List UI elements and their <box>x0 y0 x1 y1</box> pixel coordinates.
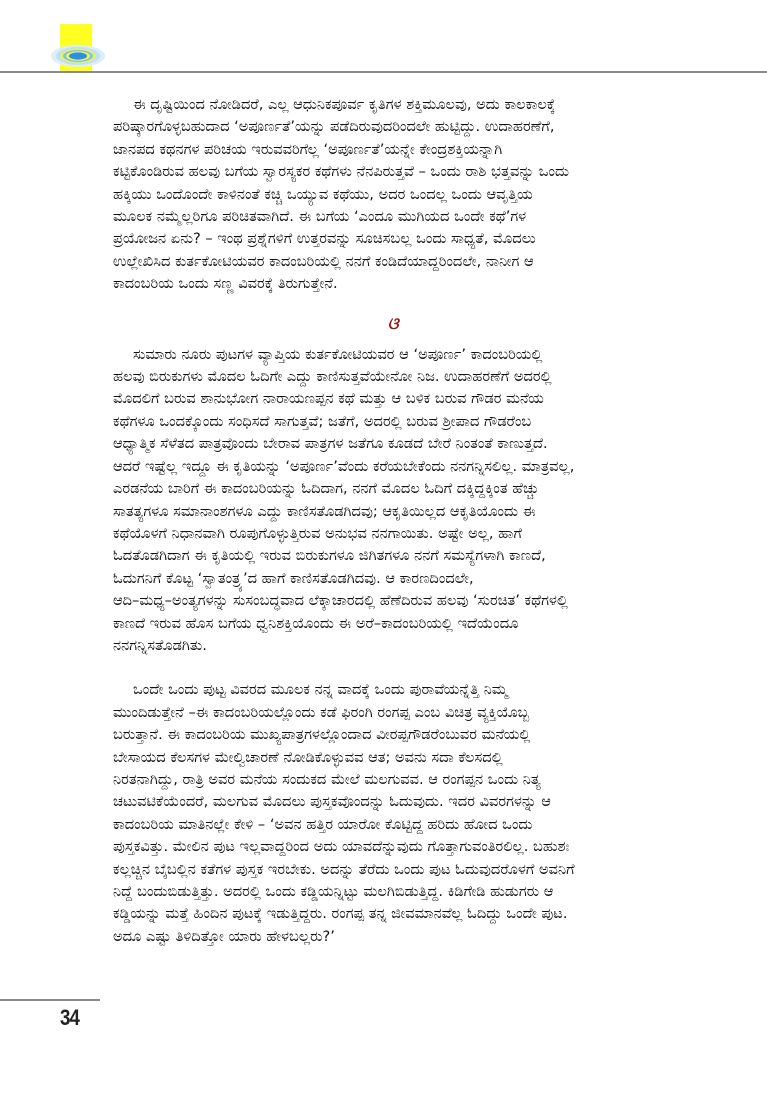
text-line: ಪುಸ್ತಕವಿತ್ತು. ಮೇಲಿನ ಪುಟ ಇಲ್ಲವಾದ್ದರಿಂದ ಅದು ಯಾವದೆನ್ನುವುದು ಗೊತ್ತಾಗುವಂತಿರಲಿಲ್ಲ. ಬಹುಶಃ <box>113 838 570 856</box>
text-line: ಹಕ್ಕಿಯು ಒಂದೊಂದೇ ಕಾಳಿನಂತೆ ಕಚ್ಚಿ ಒಯ್ಯುವ ಕಥೆಯು, ಅದರ ಒಂದಲ್ಲ ಒಂದು ಆವೃತ್ತಿಯ <box>113 185 533 203</box>
text-line: ಮೂಲಕ ನಮ್ಮೆಲ್ಲರಿಗೂ ಪರಿಚಿತವಾಗಿದೆ. ಈ ಬಗೆಯ ‘ಎಂದೂ ಮುಗಿಯದ ಒಂದೇ ಕಥೆ’ಗಳ <box>113 208 527 226</box>
text-line: ಕಡ್ಡಿಯನ್ನು ಮತ್ತೆ ಹಿಂದಿನ ಪುಟಕ್ಕೆ ಇಡುತ್ತಿದ್ದರು. ರಂಗಪ್ಪ ತನ್ನ ಜೀವಮಾನವೆಲ್ಲ ಓದಿದ್ದು ಒಂದೇ ಪುಟ. <box>113 905 568 923</box>
text-line: ನಿದ್ದೆ ಬಂದುಬಿಡುತ್ತಿತ್ತು. ಅದರಲ್ಲಿ ಒಂದು ಕಡ್ಡಿಯನ್ನಿಟ್ಟು ಮಲಗಿಬಿಡುತ್ತಿದ್ದ. ಕಿಡಿಗೇಡಿ ಹುಡುಗರು ಆ <box>113 883 554 900</box>
header-rule <box>0 71 767 73</box>
text-line: ಓದುಗನಿಗೆ ಕೊಟ್ಟ ‘ಸ್ವಾತಂತ್ರ್ಯ’ದ ಹಾಗೆ ಕಾಣಿಸತೊಡಗಿದವು. ಆ ಕಾರಣದಿಂದಲೇ, <box>113 569 474 587</box>
text-line: ಕಥೆಯೊಳಗೆ ನಿಧಾನವಾಗಿ ರೂಪುಗೊಳ್ಳುತ್ತಿರುವ ಅನುಭವ ನನಗಾಯಿತು. ಅಷ್ಟೇ ಅಲ್ಲ, ಹಾಗೆ <box>113 524 522 542</box>
text-line: ಆದರೆ ಇಷ್ಟೆಲ್ಲ ಇದ್ದೂ ಈ ಕೃತಿಯನ್ನು ‘ಅಪೂರ್ಣ’ವೆಂದು ಕರೆಯಬೇಕೆಂದು ನನಗನ್ನಿಸಲಿಲ್ಲ. ಮಾತ್ರವಲ್ಲ, <box>113 457 575 475</box>
ripple-icon <box>50 44 106 68</box>
footer-rule <box>0 999 100 1001</box>
text-line: ಸುಮಾರು ನೂರು ಪುಟಗಳ ವ್ಯಾಪ್ತಿಯ ಕುರ್ತಕೋಟಿಯವರ ಆ ‘ಅಪೂರ್ಣ’ ಕಾದಂಬರಿಯಲ್ಲಿ <box>133 345 543 363</box>
text-line: ಬೇಸಾಯದ ಕೆಲಸಗಳ ಮೇಲ್ವಿಚಾರಣೆ ನೋಡಿಕೊಳ್ಳುವವ ಆತ; ಅವನು ಸದಾ ಕೆಲಸದಲ್ಲಿ <box>113 748 503 766</box>
text-line: ಆಧ್ಯಾತ್ಮಿಕ ಸೆಳೆತದ ಪಾತ್ರವೊಂದು ಬೇರಾವ ಪಾತ್ರಗಳ ಜತೆಗೂ ಕೂಡದೆ ಬೇರೆ ನಿಂತಂತೆ ಕಾಣುತ್ತದೆ. <box>113 435 548 453</box>
text-line: ಆದಿ–ಮಧ್ಯ–ಅಂತ್ಯಗಳನ್ನು ಸುಸಂಬದ್ಧವಾದ ಲೆಕ್ಕಾಚಾರದಲ್ಲಿ ಹೆಣೆದಿರುವ ಹಲವು ‘ಸುರಚಿತ’ ಕಥೆಗಳಲ್ಲಿ <box>113 592 568 610</box>
section-separator-ornament: ଓ <box>387 313 399 333</box>
magazine-logo <box>50 24 130 72</box>
paragraph <box>113 344 673 658</box>
text-line: ಉಲ್ಲೇಖಿಸಿದ ಕುರ್ತಕೋಟಿಯವರ ಕಾದಂಬರಿಯಲ್ಲಿ ನನಗೆ ಕಂಡಿದೆಯಾದ್ದರಿಂದಲೇ, ನಾನೀಗ ಆ <box>113 252 534 270</box>
text-line: ಎರಡನೆಯ ಬಾರಿಗೆ ಈ ಕಾದಂಬರಿಯನ್ನು ಓದಿದಾಗ, ನನಗೆ ಮೊದಲ ಓದಿಗೆ ದಕ್ಕಿದ್ದಕ್ಕಿಂತ ಹೆಚ್ಚು <box>113 480 540 498</box>
text-line: ಕಟ್ಟಿಕೊಂಡಿರುವ ಹಲವು ಬಗೆಯ ಸ್ವಾರಸ್ಯಕರ ಕಥೆಗಳು ನೆನಪಿರುತ್ತವೆ – ಒಂದು ರಾಶಿ ಭತ್ತವನ್ನು ಒಂದು <box>113 163 570 181</box>
paragraph-gap <box>113 657 673 679</box>
text-line: ಕಾದಂಬರಿಯ ಒಂದು ಸಣ್ಣ ವಿವರಕ್ಕೆ ತಿರುಗುತ್ತೇನೆ. <box>113 275 338 293</box>
text-line: ಕಥೆಗಳೂ ಒಂದಕ್ಕೊಂದು ಸಂಧಿಸದೆ ಸಾಗುತ್ತವೆ; ಜತೆಗೆ, ಅದರಲ್ಲಿ ಬರುವ ಶ್ರೀಪಾದ ಗೌಡರೆಂಬ <box>113 412 532 430</box>
text-line: ನಿರತನಾಗಿದ್ದು, ರಾತ್ರಿ ಅವರ ಮನೆಯ ಸಂದುಕದ ಮೇಲೆ ಮಲಗುವವ. ಆ ರಂಗಪ್ಪನ ಒಂದು ನಿತ್ಯ <box>113 770 541 788</box>
text-line: ಕಾದಂಬರಿಯ ಮಾತಿನಲ್ಲೇ ಕೇಳಿ – ‘ಅವನ ಹತ್ತಿರ ಯಾರೋ ಕೊಟ್ಟಿದ್ದ ಹರಿದು ಹೋದ ಒಂದು <box>113 815 533 833</box>
text-line: ಈ ದೃಷ್ಟಿಯಿಂದ ನೋಡಿದರೆ, ಎಲ್ಲ ಆಧುನಿಕಪೂರ್ವ ಕೃತಿಗಳ ಶಕ್ತಿಮೂಲವು, ಅದು ಕಾಲಕಾಲಕ್ಕೆ <box>133 96 556 113</box>
text-line: ಕಾಣದೆ ಇರುವ ಹೊಸ ಬಗೆಯ ಧ್ವನಿಶಕ್ತಿಯೊಂದು ಈ ಅರೆ–ಕಾದಂಬರಿಯಲ್ಲಿ ಇದೆಯೆಂದೂ <box>113 614 519 632</box>
text-line: ಮೊದಲಿಗೆ ಬರುವ ಶಾನುಭೋಗ ನಾರಾಯಣಪ್ಪನ ಕಥೆ ಮತ್ತು ಆ ಬಳಿಕ ಬರುವ ಗೌಡರ ಮನೆಯ <box>113 390 544 408</box>
paragraph <box>113 94 673 296</box>
text-line: ಮುಂದಿಡುತ್ತೇನೆ –ಈ ಕಾದಂಬರಿಯಲ್ಲೊಂದು ಕಡೆ ಫಿರಂಗಿ ರಂಗಪ್ಪ ಎಂಬ ವಿಚಿತ್ರ ವ್ಯಕ್ತಿಯೊಬ್ಬ <box>113 703 530 721</box>
text-line: ನನಗನ್ನಿಸತೊಡಗಿತು. <box>113 636 207 654</box>
text-line: ಪರಿಷ್ಕಾರಗೊಳ್ಳಬಹುದಾದ ‘ಅಪೂರ್ಣತೆ’ಯನ್ನು ಪಡೆದಿರುವುದರಿಂದಲೇ ಹುಟ್ಟಿದ್ದು. ಉದಾಹರಣೆಗೆ, <box>113 118 555 136</box>
text-line: ಕಲ್ಲಚ್ಚಿನ ಬೈಬಲ್ಲಿನ ಕತೆಗಳ ಪುಸ್ತಕ ಇರಬೇಕು. ಅದನ್ನು ತೆರೆದು ಒಂದು ಪುಟ ಓದುವುದರೊಳಗೆ ಅವನಿಗೆ <box>113 860 575 878</box>
text-line: ಸಾತತ್ಯಗಳೂ ಸಮಾನಾಂಶಗಳೂ ಎದ್ದು ಕಾಣಿಸತೊಡಗಿದವು; ಆಕೃತಿಯಿಲ್ಲದ ಆಕೃತಿಯೊಂದು ಈ <box>113 502 536 520</box>
paragraph <box>113 679 673 948</box>
text-line: ಚಟುವಟಿಕೆಯೆಂದರೆ, ಮಲಗುವ ಮೊದಲು ಪುಸ್ತಕವೊಂದನ್ನು ಓದುವುದು. ಇದರ ವಿವರಗಳನ್ನು ಆ <box>113 793 551 811</box>
text-line: ಓದತೊಡಗಿದಾಗ ಈ ಕೃತಿಯಲ್ಲಿ ಇರುವ ಬಿರುಕುಗಳೂ ಜಿಗಿತಗಳೂ ನನಗೆ ಸಮಸ್ಯೆಗಳಾಗಿ ಕಾಣದೆ, <box>113 547 546 565</box>
text-line: ಹಲವು ಬಿರುಕುಗಳು ಮೊದಲ ಓದಿಗೇ ಎದ್ದು ಕಾಣಿಸುತ್ತವೆಯೇನೋ ನಿಜ. ಉದಾಹರಣೆಗೆ ಅದರಲ್ಲಿ <box>113 368 552 386</box>
text-line: ಬರುತ್ತಾನೆ. ಈ ಕಾದಂಬರಿಯ ಮುಖ್ಯಪಾತ್ರಗಳಲ್ಲೊಂದಾದ ವೀರಪ್ಪಗೌಡರೆಂಬುವರ ಮನೆಯಲ್ಲಿ <box>113 726 531 744</box>
page-number: 34 <box>60 1005 80 1030</box>
text-line: ಪ್ರಯೋಜನ ಏನು? – ಇಂಥ ಪ್ರಶ್ನೆಗಳಿಗೆ ಉತ್ತರವನ್ನು ಸೂಚಿಸಬಲ್ಲ ಒಂದು ಸಾಧ್ಯತೆ, ಮೊದಲು <box>113 230 536 248</box>
text-line: ಅದೂ ಎಷ್ಟು ತಿಳಿದಿತ್ತೋ ಯಾರು ಹೇಳಬಲ್ಲರು?’ <box>113 927 335 945</box>
text-line: ಒಂದೇ ಒಂದು ಪುಟ್ಟ ವಿವರದ ಮೂಲಕ ನನ್ನ ವಾದಕ್ಕೆ ಒಂದು ಪುರಾವೆಯನ್ನೆತ್ತಿ ನಿಮ್ಮ <box>133 681 508 699</box>
article-body <box>113 94 673 948</box>
text-line: ಜಾನಪದ ಕಥನಗಳ ಪರಿಚಯ ಇರುವವರಿಗೆಲ್ಲ ‘ಅಪೂರ್ಣತೆ’ಯನ್ನೇ ಕೇಂದ್ರಶಕ್ತಿಯನ್ನಾಗಿ <box>113 140 503 158</box>
